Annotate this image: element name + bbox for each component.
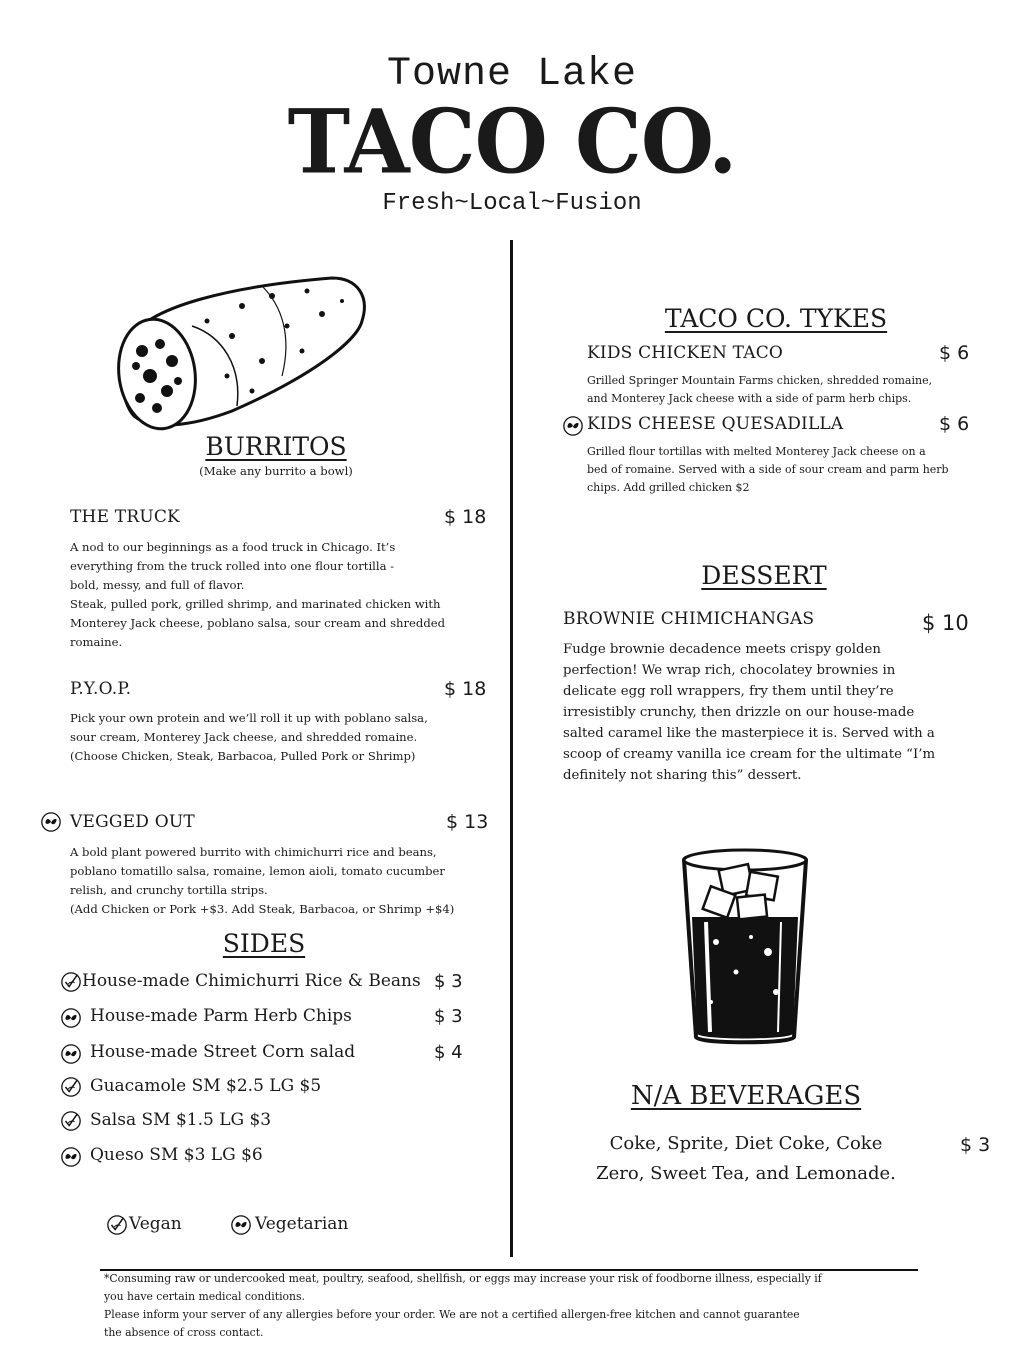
vegetarian-leaf-icon [60,1146,82,1168]
vegetarian-leaf-icon [230,1214,252,1236]
item-price-kids-chicken-taco: $ 6 [939,342,970,364]
beverages-line1: Coke, Sprite, Diet Coke, Coke [609,1133,883,1154]
item-desc-kids-chicken-taco: Grilled Springer Mountain Farms chicken, shredded romaine, and Monterey Jack cheese with a side of parm herb chips. [587,374,933,405]
item-desc-pyop: Pick your own protein and we’ll roll it up with poblano salsa, sour cream, Monterey Jack cheese, and shredded romaine. (Choose Chicken, Steak, Barbacoa, Pulled Pork or Shrimp) [70,711,428,763]
item-name-kids-chicken-taco: KIDS CHICKEN TACO [587,343,784,363]
tagline: Fresh~Local~Fusion [382,190,642,217]
side-price-rice-beans: $ 3 [434,971,463,992]
soda-glass-illustration [676,842,814,1047]
vegetarian-leaf-icon [60,1043,82,1065]
side-item-parm-chips: House-made Parm Herb Chips [90,1006,352,1026]
item-name-kids-cheese-quesadilla: KIDS CHEESE QUESADILLA [587,414,844,434]
tykes-title: TACO CO. TYKES [664,304,888,333]
beverages-title: N/A BEVERAGES [630,1081,862,1111]
item-desc-the-truck: A nod to our beginnings as a food truck in Chicago. It’s everything from the truck rolled into one flour tortilla - bold, messy, and full of flavor. Steak, pulled pork, grilled shrimp, and marinated chicken with Monterey Jack cheese, poblano salsa, sour cream and shredded romaine. [70,540,446,649]
beverages-line2: Zero, Sweet Tea, and Lemonade. [596,1163,896,1184]
disclaimer-line-2: you have certain medical conditions. [104,1290,305,1303]
item-price-brownie-chimichangas: $ 10 [922,611,969,635]
beverages-price: $ 3 [960,1134,991,1156]
vegan-check-icon [106,1214,128,1236]
item-name-vegged-out: VEGGED OUT [70,812,195,832]
side-item-rice-beans: House-made Chimichurri Rice & Beans [82,971,421,991]
side-price-parm-chips: $ 3 [434,1006,463,1027]
disclaimer-rule [100,1269,918,1271]
sides-title: SIDES [222,929,306,958]
dessert-title: DESSERT [701,561,827,590]
item-desc-kids-cheese-quesadilla: Grilled flour tortillas with melted Monterey Jack cheese on a bed of romaine. Served with a side of sour cream and parm herb chips. Add grilled chicken $2 [587,445,949,494]
column-divider [510,240,513,1257]
side-item-street-corn: House-made Street Corn salad [90,1042,356,1062]
item-price-kids-cheese-quesadilla: $ 6 [939,413,970,435]
side-item-salsa: Salsa SM $1.5 LG $3 [90,1110,272,1130]
side-price-street-corn: $ 4 [434,1042,463,1063]
disclaimer-line-4: the absence of cross contact. [104,1326,264,1339]
header-line1: Towne Lake [386,52,638,97]
legend-vegan: Vegan [129,1214,182,1234]
item-price-vegged-out: $ 13 [446,811,489,833]
vegan-check-icon [60,1076,82,1098]
item-desc-brownie-chimichangas: Fudge brownie decadence meets crispy golden perfection! We wrap rich, chocolatey brownies in delicate egg roll wrappers, fry them until they’re irresistibly crunchy, then drizzle on our house-made salted caramel like the masterpiece it is. Served with a scoop of creamy vanilla ice cream for the ultimate “I’m definitely not sharing this” dessert. [563,642,936,783]
burritos-title: BURRITOS [205,432,347,461]
item-name-brownie-chimichangas: BROWNIE CHIMICHANGAS [563,609,815,629]
item-price-the-truck: $ 18 [444,506,487,528]
vegan-check-icon [60,1110,82,1132]
disclaimer-line-3: Please inform your server of any allergies before your order. We are not a certified allergen-free kitchen and cannot guarantee [104,1308,800,1321]
brand-title: TACO CO. [287,89,737,194]
vegetarian-leaf-icon [40,811,62,833]
vegetarian-leaf-icon [562,415,584,437]
side-item-guacamole: Guacamole SM $2.5 LG $5 [90,1076,322,1096]
burrito-illustration [112,266,370,436]
vegan-check-icon [60,971,82,993]
item-desc-vegged-out: A bold plant powered burrito with chimichurri rice and beans, poblano tomatillo salsa, romaine, lemon aioli, tomato cucumber relish, and crunchy tortilla strips. (Add Chicken or Pork +$3. Add Steak, Barbacoa, or Shrimp +$4) [70,845,455,916]
item-name-the-truck: THE TRUCK [70,507,180,527]
vegetarian-leaf-icon [60,1007,82,1029]
side-item-queso: Queso SM $3 LG $6 [90,1145,263,1165]
disclaimer-line-1: *Consuming raw or undercooked meat, poultry, seafood, shellfish, or eggs may increase your risk of foodborne illness, especially if [104,1272,822,1285]
item-price-pyop: $ 18 [444,678,487,700]
burritos-note: (Make any burrito a bowl) [199,464,353,478]
legend-vegetarian: Vegetarian [255,1214,349,1234]
item-name-pyop: P.Y.O.P. [70,679,132,699]
